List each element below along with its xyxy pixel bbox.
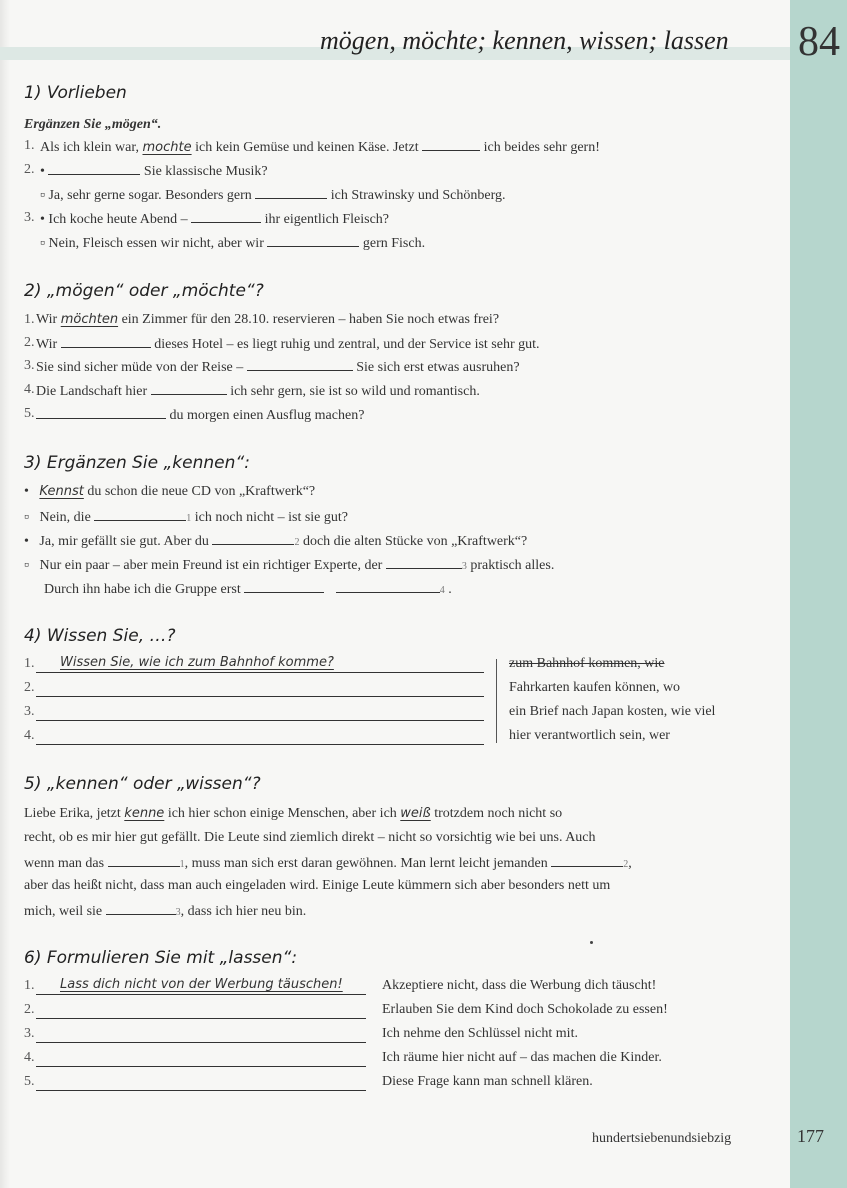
exercise-line: [44, 580, 452, 598]
blank[interactable]: [191, 210, 261, 223]
bullet-icon: •: [40, 212, 45, 227]
example-answer: kenne: [124, 806, 165, 821]
text: gern Fisch.: [362, 236, 426, 251]
exercise-line: [40, 210, 389, 228]
text: du morgen einen Ausflug machen?: [169, 408, 365, 423]
text: Als ich klein war,: [40, 140, 139, 155]
item-number: 3.: [24, 210, 35, 225]
text: Ja, mir gefällt sie gut. Aber du: [39, 534, 209, 549]
text: Durch ihn habe ich die Gruppe erst: [44, 582, 241, 597]
text: , muss man sich erst daran gewöhnen. Man lernt leicht jemanden: [184, 856, 548, 871]
text: Sie sind sicher müde von der Reise –: [36, 360, 244, 375]
exercise-line: [40, 138, 600, 156]
blank[interactable]: [48, 162, 140, 175]
prompt-text: Ich nehme den Schlüssel nicht mit.: [382, 1026, 578, 1041]
exercise-line: [40, 186, 506, 204]
text: wenn man das: [24, 856, 105, 871]
example-answer: Kennst: [39, 484, 84, 499]
example-answer: Wissen Sie, wie ich zum Bahnhof komme?: [60, 655, 334, 670]
answer-line[interactable]: [36, 720, 484, 721]
bullet-icon: •: [24, 534, 29, 549]
item-number: 4.: [24, 728, 35, 743]
exercise-line: [36, 406, 364, 424]
item-number: 1.: [24, 138, 35, 153]
blank-index: 1: [186, 513, 192, 524]
square-icon: ▫: [24, 558, 29, 573]
item-number: 3.: [24, 1026, 35, 1041]
item-number: 4.: [24, 382, 35, 397]
text: doch die alten Stücke von „Kraftwerk“?: [302, 534, 528, 549]
example-answer: Lass dich nicht von der Werbung täuschen!: [60, 977, 343, 992]
text: du schon die neue CD von „Kraftwerk“?: [87, 484, 316, 499]
blank[interactable]: [36, 406, 166, 419]
paragraph-line: aber das heißt nicht, dass man auch eingeladen wird. Einige Leute kümmern sich aber besonders nett um: [24, 878, 611, 893]
exercise-line: [24, 484, 315, 500]
blank-index: 3: [461, 561, 467, 572]
text: Nein, die: [39, 510, 91, 525]
example-answer: weiß: [400, 806, 431, 821]
blank[interactable]: [94, 508, 186, 521]
text: Ich koche heute Abend –: [48, 212, 188, 227]
answer-line[interactable]: [36, 1090, 366, 1091]
page-title: mögen, möchte; kennen, wissen; lassen: [320, 26, 729, 55]
cue-text: hier verantwortlich sein, wer: [509, 728, 670, 743]
text: Liebe Erika, jetzt: [24, 806, 121, 821]
blank[interactable]: [247, 358, 353, 371]
text: Wir: [36, 337, 58, 352]
exercise-line: [36, 312, 499, 328]
blank-index: 2: [294, 537, 300, 548]
exercise-line: [36, 335, 540, 353]
blank[interactable]: [422, 138, 480, 151]
blank[interactable]: [386, 556, 462, 569]
side-margin-band: [790, 0, 847, 1188]
bullet-icon: •: [40, 164, 45, 179]
exercise-line: [24, 532, 527, 550]
blank-index: 4: [439, 585, 445, 596]
item-number: 2.: [24, 162, 35, 177]
exercise-line: [40, 162, 268, 180]
bullet-icon: •: [24, 484, 29, 499]
paragraph-line: [24, 806, 562, 822]
section-heading-1: 1) Vorlieben: [24, 83, 127, 103]
item-number: 2.: [24, 335, 35, 350]
text: Die Landschaft hier: [36, 384, 148, 399]
section-heading-6: 6) Formulieren Sie mit „lassen“:: [24, 948, 298, 968]
blank[interactable]: [212, 532, 294, 545]
text: ich hier schon einige Menschen, aber ich: [167, 806, 397, 821]
paragraph-line: recht, ob es mir hier gut gefällt. Die Leute sind ziemlich direkt – nicht so vorsichtig wie bei uns. Auch: [24, 830, 596, 845]
exercise-line: [24, 556, 554, 574]
item-number: 4.: [24, 1050, 35, 1065]
footer-page-word: hundertsiebenundsiebzig: [592, 1131, 732, 1146]
text: Nein, Fleisch essen wir nicht, aber wir: [48, 236, 264, 251]
page-number: 177: [797, 1126, 824, 1146]
item-number: 5.: [24, 1074, 35, 1089]
text: ich kein Gemüse und keinen Käse. Jetzt: [195, 140, 419, 155]
text: ich noch nicht – ist sie gut?: [194, 510, 348, 525]
section-heading-5: 5) „kennen“ oder „wissen“?: [24, 774, 261, 794]
instruction: Ergänzen Sie „mögen“.: [24, 117, 162, 132]
item-number: 5.: [24, 406, 35, 421]
section-heading-2: 2) „mögen“ oder „möchte“?: [24, 281, 264, 301]
exercise-line: [24, 508, 348, 526]
blank[interactable]: [255, 186, 327, 199]
unit-number: 84: [798, 19, 840, 65]
example-answer: möchten: [60, 312, 119, 327]
paragraph-line: [24, 854, 632, 872]
item-number: 1.: [24, 978, 35, 993]
prompt-text: Akzeptiere nicht, dass die Werbung dich täuscht!: [382, 978, 657, 993]
section-heading-4: 4) Wissen Sie, …?: [24, 626, 176, 646]
text: Wir: [36, 312, 58, 327]
text: Sie sich erst etwas ausruhen?: [356, 360, 520, 375]
answer-line[interactable]: [36, 696, 484, 697]
exercise-line: [36, 358, 520, 376]
blank-index: 2: [623, 859, 629, 870]
blank-index: 3: [175, 907, 181, 918]
text: ich sehr gern, sie ist so wild und romantisch.: [230, 384, 480, 399]
blank-index: 1: [179, 859, 185, 870]
answer-line[interactable]: [36, 744, 484, 745]
paragraph-line: [24, 902, 306, 920]
page-gutter-shadow: [0, 0, 10, 1188]
item-number: 1.: [24, 656, 35, 671]
square-icon: ▫: [24, 510, 29, 525]
prompt-text: Erlauben Sie dem Kind doch Schokolade zu essen!: [382, 1002, 668, 1017]
speck: [590, 941, 593, 944]
item-number: 1.: [24, 312, 35, 327]
item-number: 3.: [24, 358, 35, 373]
exercise-line: [36, 382, 480, 400]
text: ihr eigentlich Fleisch?: [264, 212, 390, 227]
text: trotzdem noch nicht so: [434, 806, 563, 821]
blank[interactable]: [106, 902, 176, 915]
prompt-text: Ich räume hier nicht auf – das machen die Kinder.: [382, 1050, 662, 1065]
text: ein Zimmer für den 28.10. reservieren – haben Sie noch etwas frei?: [121, 312, 500, 327]
answer-line: [36, 672, 484, 673]
answer-line[interactable]: [36, 1018, 366, 1019]
blank[interactable]: [244, 580, 324, 593]
square-icon: ▫: [40, 236, 45, 251]
answer-line[interactable]: [36, 1066, 366, 1067]
section-heading-3: 3) Ergänzen Sie „kennen“:: [24, 453, 250, 473]
text: ,: [628, 856, 632, 871]
blank[interactable]: [336, 580, 440, 593]
item-number: 3.: [24, 704, 35, 719]
answer-line: [36, 994, 366, 995]
blank[interactable]: [267, 234, 359, 247]
exercise-line: [40, 234, 425, 252]
text: Ja, sehr gerne sogar. Besonders gern: [48, 188, 252, 203]
text: ich beides sehr gern!: [483, 140, 600, 155]
prompt-text: Diese Frage kann man schnell klären.: [382, 1074, 593, 1089]
square-icon: ▫: [40, 188, 45, 203]
blank[interactable]: [108, 854, 180, 867]
text: Sie klassische Musik?: [143, 164, 268, 179]
blank[interactable]: [151, 382, 227, 395]
divider: [496, 659, 497, 743]
text: .: [448, 582, 452, 597]
cue-text: ein Brief nach Japan kosten, wie viel: [509, 704, 716, 719]
item-number: 2.: [24, 680, 35, 695]
text: mich, weil sie: [24, 904, 103, 919]
cue-text: Fahrkarten kaufen können, wo: [509, 680, 681, 695]
example-answer: mochte: [142, 140, 192, 155]
text: dieses Hotel – es liegt ruhig und zentral, und der Service ist sehr gut.: [154, 337, 540, 352]
cue-text: zum Bahnhof kommen, wie: [509, 656, 665, 671]
text: , dass ich hier neu bin.: [180, 904, 307, 919]
answer-line[interactable]: [36, 1042, 366, 1043]
blank[interactable]: [551, 854, 623, 867]
blank[interactable]: [61, 335, 151, 348]
item-number: 2.: [24, 1002, 35, 1017]
text: praktisch alles.: [470, 558, 555, 573]
text: Nur ein paar – aber mein Freund ist ein richtiger Experte, der: [39, 558, 383, 573]
text: ich Strawinsky und Schönberg.: [330, 188, 506, 203]
